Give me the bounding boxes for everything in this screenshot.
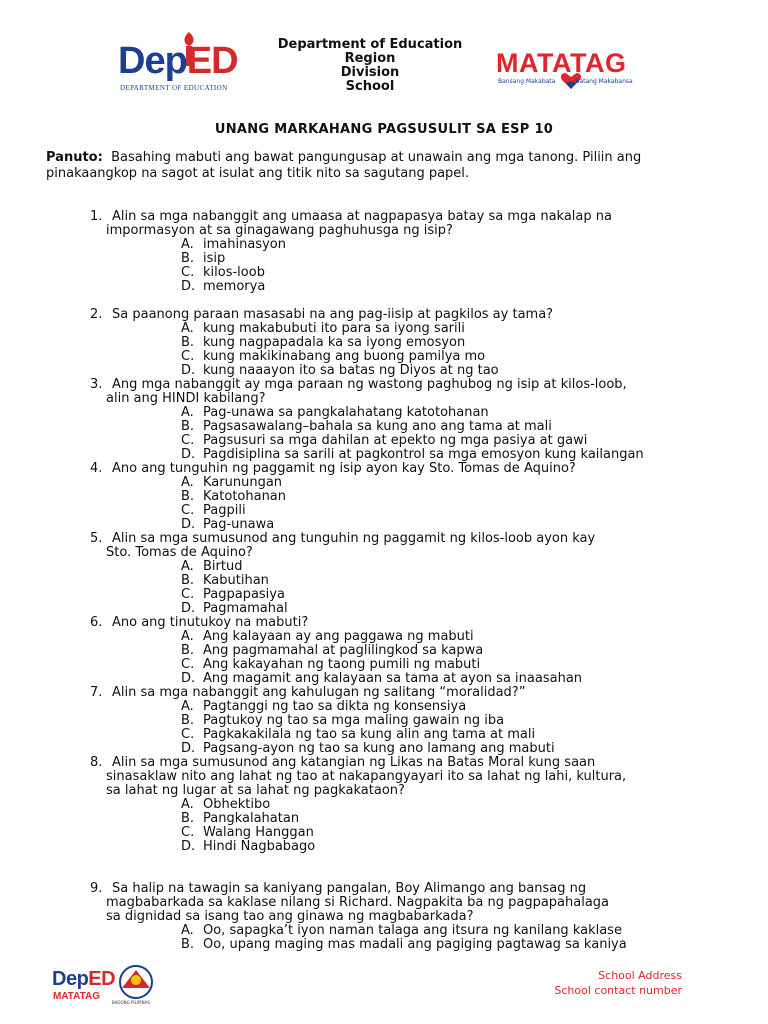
question-text (90, 756, 595, 770)
answer-option (181, 252, 225, 266)
option-letter: D. (181, 447, 196, 462)
option-text: kung nagpapadala ka sa iyong emosyon (203, 335, 466, 350)
question-text (90, 378, 627, 392)
option-text: kung makabubuti ito para sa iyong sarili (203, 321, 465, 336)
bagong-pilipinas-label: BAGONG PILIPINAS (112, 1000, 150, 1005)
school-contact-number: School contact number (554, 984, 682, 997)
question-number: 7. (90, 685, 103, 700)
question-number: 4. (90, 461, 103, 476)
option-text: Walang Hanggan (203, 825, 314, 840)
question-text (90, 532, 595, 546)
question-number: 8. (90, 755, 103, 770)
answer-option (181, 280, 265, 294)
question-text (90, 308, 553, 322)
question-line: Ano ang tinutukoy na mabuti? (112, 615, 309, 630)
question-line: Ang mga nabanggit ay mga paraan ng wastong paghubog ng isip at kilos-loob, (112, 377, 627, 392)
question-text (90, 616, 308, 630)
option-text: Pagsasawalang–bahala sa kung ano ang tama at mali (203, 419, 552, 434)
option-letter: C. (181, 433, 195, 448)
question-number: 3. (90, 377, 103, 392)
answer-option (181, 728, 535, 742)
option-text: Pagpapasiya (203, 587, 285, 602)
option-text: Pagsusuri sa mga dahilan at epekto ng mga pasiya at gawi (203, 433, 588, 448)
option-letter: D. (181, 839, 196, 854)
answer-option (181, 840, 315, 854)
answer-option (181, 588, 285, 602)
option-letter: C. (181, 587, 195, 602)
option-letter: B. (181, 713, 195, 728)
answer-option (181, 518, 274, 532)
school-address: School Address (598, 969, 682, 982)
answer-option (181, 658, 480, 672)
option-text: Ang kakayahan ng taong pumili ng mabuti (203, 657, 481, 672)
option-text: Katotohanan (203, 489, 287, 504)
footer-matatag-logo: MATATAG (53, 991, 101, 1002)
answer-option (181, 322, 465, 336)
office-line: Department of Education (277, 37, 463, 52)
option-text: Hindi Nagbabago (203, 839, 316, 854)
option-letter: D. (181, 279, 196, 294)
option-text: imahinasyon (203, 237, 286, 252)
question-text: magbabarkada sa kaklase nilang si Richard. Nagpakita ba ng pagpapahalaga (106, 895, 610, 910)
answer-option (181, 574, 269, 588)
instructions (46, 150, 706, 182)
option-letter: C. (181, 503, 195, 518)
answer-option (181, 826, 314, 840)
deped-logo (112, 30, 262, 96)
option-letter: A. (181, 699, 194, 714)
option-text: memorya (203, 279, 266, 294)
option-letter: C. (181, 265, 195, 280)
option-letter: A. (181, 559, 194, 574)
answer-option (181, 812, 299, 826)
option-letter: B. (181, 643, 195, 658)
school-contact (554, 968, 682, 998)
office-line: School (345, 79, 395, 94)
option-letter: A. (181, 237, 194, 252)
question-text: impormasyon at sa ginagawang paghuhusga ng isip? (106, 223, 453, 238)
answer-option (181, 238, 286, 252)
footer-deped-logo: DepED (52, 968, 116, 990)
option-text: Pagmamahal (203, 601, 288, 616)
option-letter: A. (181, 405, 194, 420)
option-text: Pagtanggi ng tao sa dikta ng konsensiya (203, 699, 467, 714)
option-letter: B. (181, 335, 195, 350)
option-text: Pagpili (203, 503, 246, 518)
option-text: Birtud (203, 559, 243, 574)
option-text: Kabutihan (203, 573, 269, 588)
question-number: 5. (90, 531, 103, 546)
question-line: Ano ang tunguhin ng paggamit ng isip ayon kay Sto. Tomas de Aquino? (112, 461, 576, 476)
option-letter: B. (181, 811, 195, 826)
option-letter: A. (181, 629, 194, 644)
option-letter: B. (181, 419, 195, 434)
option-letter: C. (181, 727, 195, 742)
option-text: Ang magamit ang kalayaan sa tama at ayon sa inaasahan (203, 671, 583, 686)
option-text: Oo, upang maging mas madali ang pagiging pagtawag sa kaniya (203, 937, 627, 952)
option-text: Ang kalayaan ay ang paggawa ng mabuti (203, 629, 474, 644)
answer-option (181, 560, 242, 574)
answer-option (181, 700, 466, 714)
question-line: Sa paanong paraan masasabi na ang pag-iisip at pagkilos ay tama? (112, 307, 554, 322)
question-line: Alin sa mga nabanggit ang kahulugan ng salitang “moralidad?” (112, 685, 526, 700)
question-number: 2. (90, 307, 103, 322)
answer-option (181, 924, 622, 938)
answer-option (181, 434, 587, 448)
option-letter: D. (181, 601, 196, 616)
matatag-wordmark: MATATAG (496, 48, 627, 78)
question-number: 6. (90, 615, 103, 630)
question-number: 9. (90, 881, 103, 896)
matatag-tagline: Bansang Makabata Batang Makabansa (498, 78, 633, 85)
page-title: UNANG MARKAHANG PAGSUSULIT SA ESP 10 (214, 122, 554, 137)
office-block (270, 38, 470, 94)
option-letter: C. (181, 657, 195, 672)
question-text: sinasaklaw nito ang lahat ng tao at nakapangyayari ito sa lahat ng lahi, kultura, (106, 769, 627, 784)
answer-option (181, 448, 644, 462)
deped-wordmark: DepED (118, 40, 238, 82)
option-text: Oo, sapagka’t iyon naman talaga ang itsura ng kanilang kaklase (203, 923, 622, 938)
question-line: Alin sa mga nabanggit ang umaasa at nagpapasya batay sa mga nakalap na (112, 209, 612, 224)
option-letter: B. (181, 937, 195, 952)
option-letter: A. (181, 797, 194, 812)
answer-option (181, 406, 489, 420)
answer-option (181, 476, 282, 490)
option-text: isip (203, 251, 226, 266)
option-text: kilos-loob (203, 265, 265, 280)
option-letter: D. (181, 741, 196, 756)
option-letter: D. (181, 671, 196, 686)
answer-option (181, 798, 270, 812)
option-letter: D. (181, 517, 196, 532)
answer-option (181, 630, 474, 644)
answer-option (181, 266, 265, 280)
option-text: kung naaayon ito sa batas ng Diyos at ng tao (203, 363, 499, 378)
option-text: Obhektibo (203, 797, 271, 812)
answer-option (181, 350, 485, 364)
option-letter: D. (181, 363, 196, 378)
option-text: Pagkakakilala ng tao sa kung alin ang tama at mali (203, 727, 536, 742)
option-text: kung makikinabang ang buong pamilya mo (203, 349, 486, 364)
option-text: Pangkalahatan (203, 811, 300, 826)
question-text (90, 462, 576, 476)
answer-option (181, 742, 555, 756)
question-line: Alin sa mga sumusunod ang katangian ng Likas na Batas Moral kung saan (112, 755, 596, 770)
option-letter: C. (181, 349, 195, 364)
deped-subtitle: DEPARTMENT OF EDUCATION (120, 84, 228, 92)
question-text: Sto. Tomas de Aquino? (106, 545, 253, 560)
answer-option (181, 672, 582, 686)
option-text: Pag-unawa (203, 517, 275, 532)
answer-option (181, 714, 504, 728)
option-letter: C. (181, 825, 195, 840)
question-number: 1. (90, 209, 103, 224)
office-line: Division (340, 65, 400, 80)
option-letter: B. (181, 573, 195, 588)
answer-option (181, 420, 552, 434)
matatag-logo (496, 48, 656, 98)
answer-option (181, 504, 246, 518)
option-text: Pagsang-ayon ng tao sa kung ano lamang ang mabuti (203, 741, 555, 756)
question-text (90, 210, 612, 224)
question-line: Sa halip na tawagin sa kaniyang pangalan, Boy Alimango ang bansag ng (112, 881, 587, 896)
question-text (90, 882, 586, 896)
question-text: sa dignidad sa isang tao ang ginawa ng magbabarkada? (106, 909, 474, 924)
option-text: Pagtukoy ng tao sa mga maling gawain ng iba (203, 713, 505, 728)
question-line: Alin sa mga sumusunod ang tunguhin ng paggamit ng kilos-loob ayon kay (112, 531, 596, 546)
instructions-label: Panuto: (46, 150, 103, 165)
answer-option (181, 490, 286, 504)
option-text: Pagdisiplina sa sarili at pagkontrol sa mga emosyon kung kailangan (203, 447, 644, 462)
option-letter: A. (181, 475, 194, 490)
office-line: Region (344, 51, 396, 66)
footer-logos (50, 964, 170, 1014)
option-letter: B. (181, 489, 195, 504)
option-text: Ang pagmamahal at paglilingkod sa kapwa (203, 643, 484, 658)
answer-option (181, 364, 499, 378)
answer-option (181, 602, 288, 616)
instructions-text: Basahing mabuti ang bawat pangungusap at unawain ang mga tanong. Piliin ang pinakaangkop na sagot at isulat ang titik nito sa sagutang papel. (46, 150, 642, 181)
option-text: Pag-unawa sa pangkalahatang katotohanan (203, 405, 489, 420)
question-text (90, 686, 525, 700)
answer-option (181, 644, 483, 658)
answer-option (181, 938, 627, 952)
question-text: sa lahat ng lugar at sa lahat ng pagkakataon? (106, 783, 405, 798)
option-letter: A. (181, 923, 194, 938)
option-text: Karunungan (203, 475, 283, 490)
answer-option (181, 336, 465, 350)
question-text: alin ang HINDI kabilang? (106, 391, 266, 406)
option-letter: A. (181, 321, 194, 336)
option-letter: B. (181, 251, 195, 266)
